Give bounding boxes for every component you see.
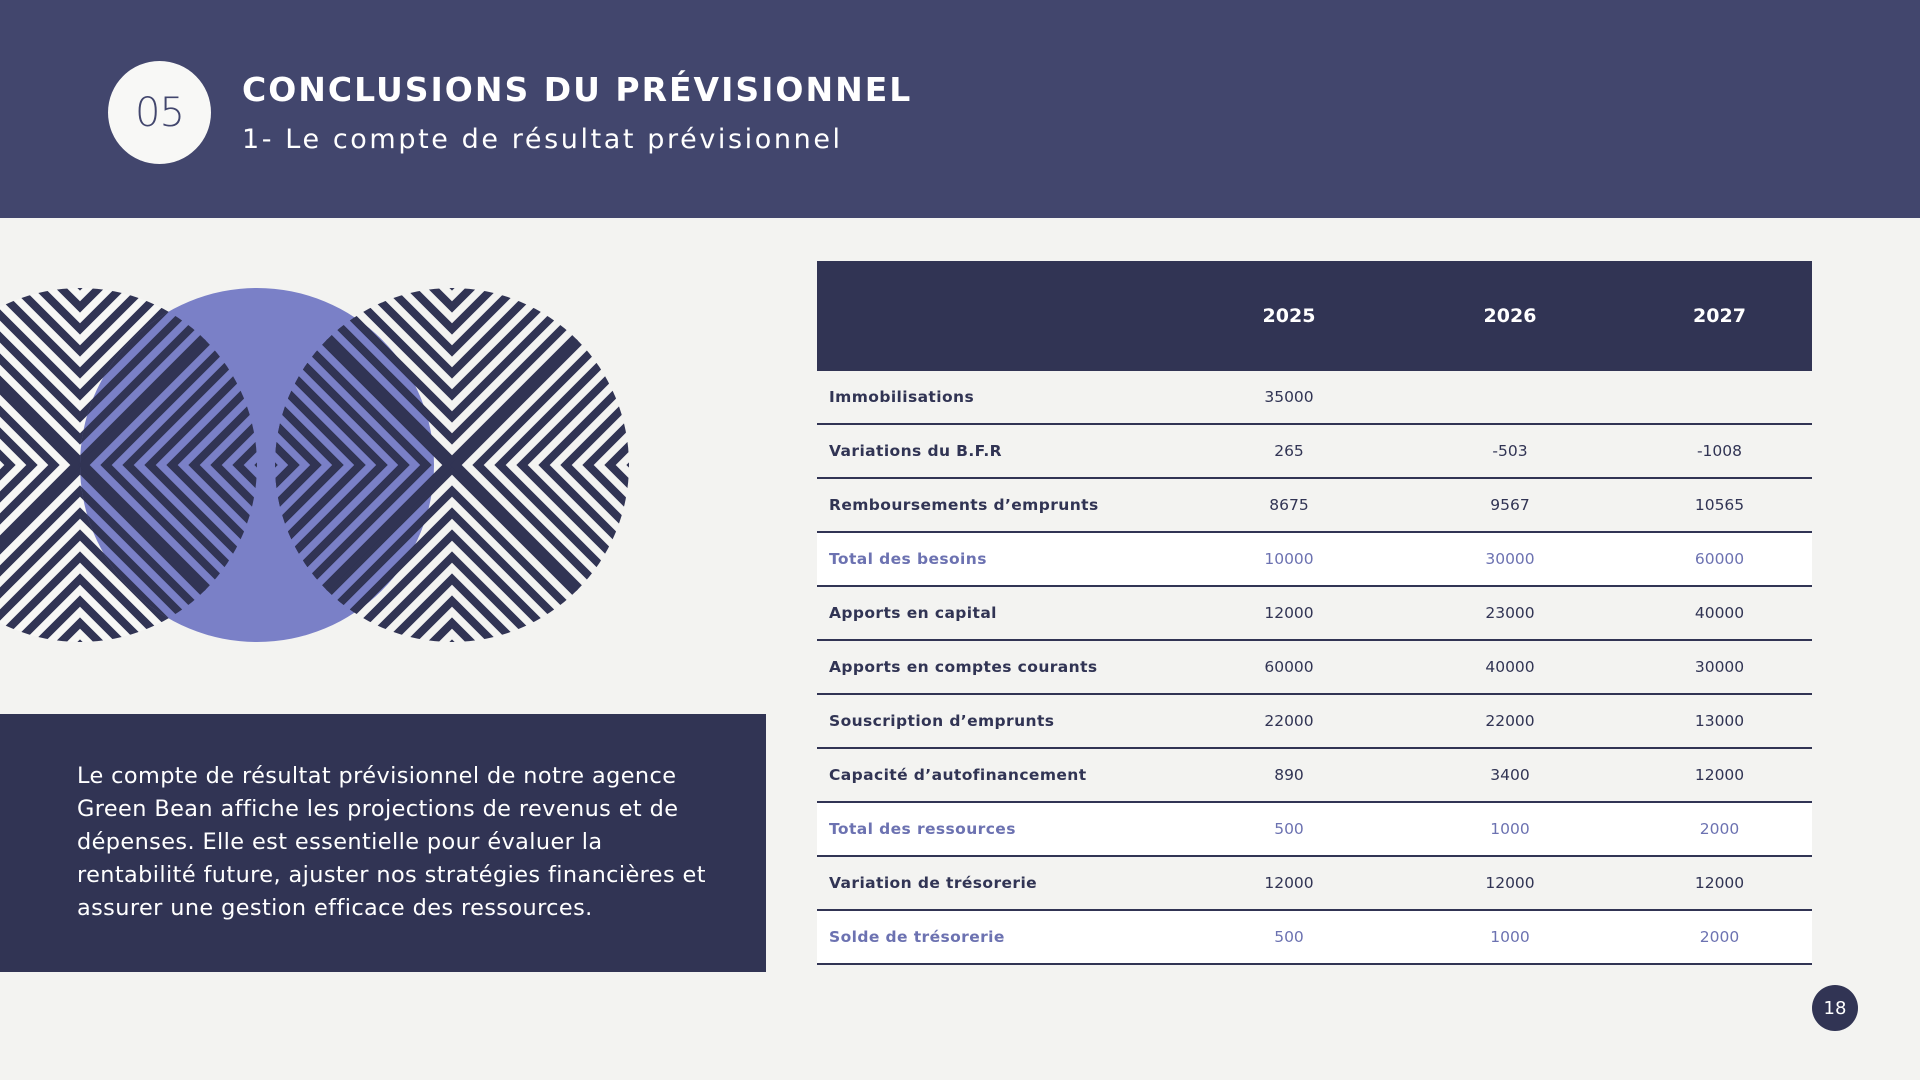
cell-2027: 2000 xyxy=(1627,802,1812,856)
table-row xyxy=(817,640,1812,694)
cell-2026: -503 xyxy=(1393,424,1627,478)
cell-2027: 40000 xyxy=(1627,586,1812,640)
cell-2027: 60000 xyxy=(1627,532,1812,586)
cell-2026: 1000 xyxy=(1393,910,1627,964)
cell-2026 xyxy=(1393,371,1627,424)
cell-2026: 23000 xyxy=(1393,586,1627,640)
decorative-chevron-circles xyxy=(0,285,640,645)
description-text: Le compte de résultat prévisionnel de notre agence Green Bean affiche les projections de revenus et de dépenses. Elle est essentielle pour évaluer la rentabilité future, ajuster nos stratégies financières et assurer une gestion efficace des ressources. xyxy=(77,763,706,921)
table-row xyxy=(817,424,1812,478)
section-number-badge: 05 xyxy=(108,61,211,164)
table-row-total xyxy=(817,532,1812,586)
row-label: Remboursements d’emprunts xyxy=(817,478,1185,532)
table-row-total xyxy=(817,910,1812,964)
row-label: Capacité d’autofinancement xyxy=(817,748,1185,802)
table-row xyxy=(817,748,1812,802)
cell-2025: 35000 xyxy=(1185,371,1393,424)
row-label: Apports en capital xyxy=(817,586,1185,640)
cell-2026: 1000 xyxy=(1393,802,1627,856)
table-row xyxy=(817,856,1812,910)
table-row xyxy=(817,371,1812,424)
cell-2026: 9567 xyxy=(1393,478,1627,532)
cell-2027: 30000 xyxy=(1627,640,1812,694)
cell-2027: 2000 xyxy=(1627,910,1812,964)
column-header-2027: 2027 xyxy=(1627,261,1812,371)
column-header-label xyxy=(817,261,1185,371)
row-label: Solde de trésorerie xyxy=(817,910,1185,964)
cell-2027: 10565 xyxy=(1627,478,1812,532)
section-title: CONCLUSIONS DU PRÉVISIONNEL xyxy=(242,70,913,109)
table-row xyxy=(817,694,1812,748)
page-number: 18 xyxy=(1812,985,1858,1031)
cell-2027: 12000 xyxy=(1627,856,1812,910)
row-label: Souscription d’emprunts xyxy=(817,694,1185,748)
cell-2026: 12000 xyxy=(1393,856,1627,910)
cell-2027: 12000 xyxy=(1627,748,1812,802)
chevron-stripe xyxy=(632,285,640,645)
cell-2027: 13000 xyxy=(1627,694,1812,748)
row-label: Immobilisations xyxy=(817,371,1185,424)
cell-2025: 500 xyxy=(1185,802,1393,856)
table-row xyxy=(817,586,1812,640)
cell-2027 xyxy=(1627,371,1812,424)
cell-2025: 12000 xyxy=(1185,586,1393,640)
cell-2025: 22000 xyxy=(1185,694,1393,748)
cell-2025: 10000 xyxy=(1185,532,1393,586)
cell-2026: 40000 xyxy=(1393,640,1627,694)
cell-2026: 30000 xyxy=(1393,532,1627,586)
forecast-table xyxy=(817,261,1812,965)
cell-2026: 3400 xyxy=(1393,748,1627,802)
header-band xyxy=(0,0,1920,218)
cell-2025: 12000 xyxy=(1185,856,1393,910)
row-label: Apports en comptes courants xyxy=(817,640,1185,694)
table-row xyxy=(817,478,1812,532)
chevron-stripe xyxy=(632,285,640,645)
cell-2025: 890 xyxy=(1185,748,1393,802)
row-label: Variation de trésorerie xyxy=(817,856,1185,910)
cell-2025: 60000 xyxy=(1185,640,1393,694)
table-header-row xyxy=(817,261,1812,371)
row-label: Variations du B.F.R xyxy=(817,424,1185,478)
row-label: Total des ressources xyxy=(817,802,1185,856)
table-row-total xyxy=(817,802,1812,856)
section-subtitle: 1- Le compte de résultat prévisionnel xyxy=(242,124,843,155)
column-header-2025: 2025 xyxy=(1185,261,1393,371)
cell-2025: 265 xyxy=(1185,424,1393,478)
row-label: Total des besoins xyxy=(817,532,1185,586)
cell-2025: 500 xyxy=(1185,910,1393,964)
column-header-2026: 2026 xyxy=(1393,261,1627,371)
cell-2025: 8675 xyxy=(1185,478,1393,532)
cell-2027: -1008 xyxy=(1627,424,1812,478)
cell-2026: 22000 xyxy=(1393,694,1627,748)
